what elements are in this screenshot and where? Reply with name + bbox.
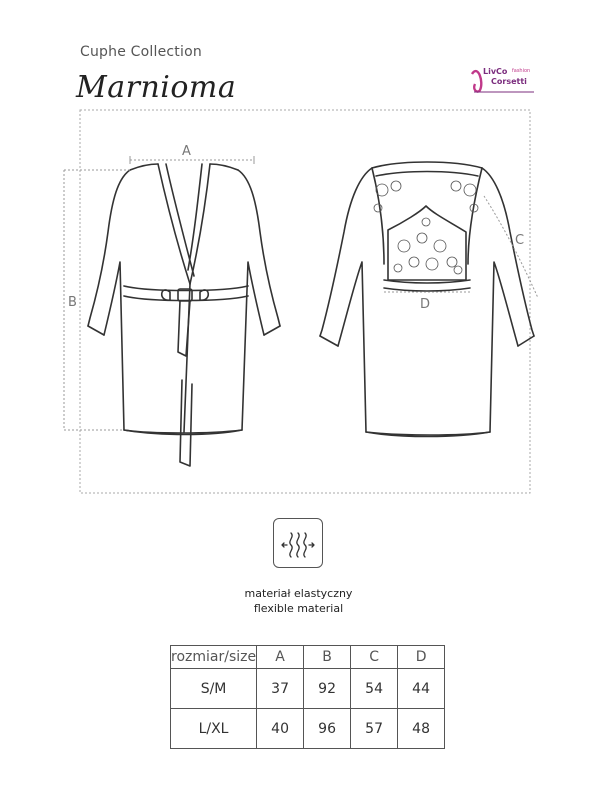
brand-tagline: fashion — [512, 68, 531, 74]
feature-label-pl: materiał elastyczny — [244, 587, 353, 600]
dimension-a-label: A — [182, 144, 191, 159]
dimension-b-label: B — [68, 295, 77, 310]
size-value: 92 — [304, 669, 351, 709]
product-name: Marnioma — [76, 70, 237, 105]
lace-pattern — [374, 181, 478, 274]
size-label: L/XL — [171, 709, 257, 749]
feature-label-en: flexible material — [253, 602, 344, 615]
size-value: 54 — [351, 669, 398, 709]
robe-front — [88, 164, 280, 466]
size-value: 44 — [398, 669, 445, 709]
size-value: 96 — [304, 709, 351, 749]
size-value: 48 — [398, 709, 445, 749]
collection-name: Cuphe Collection — [80, 44, 202, 60]
feature-icon-box — [273, 518, 323, 568]
stretch-waves-icon — [274, 519, 322, 567]
size-value: 40 — [257, 709, 304, 749]
dimension-c-label: C — [515, 233, 525, 248]
dimension-d-label: D — [420, 297, 431, 312]
column-header-d: D — [398, 646, 445, 669]
dimension-a — [130, 156, 254, 164]
size-label: S/M — [171, 669, 257, 709]
size-table-corner: rozmiar/size — [171, 646, 257, 669]
brand-name-line1: LivCo — [483, 67, 508, 76]
table-row — [171, 709, 445, 749]
dimension-c — [484, 196, 538, 298]
brand-name-line2: Corsetti — [491, 77, 527, 86]
size-value: 57 — [351, 709, 398, 749]
size-table-header — [171, 646, 445, 669]
column-header-a: A — [257, 646, 304, 669]
size-table — [170, 645, 445, 749]
size-value: 37 — [257, 669, 304, 709]
table-row — [171, 669, 445, 709]
column-header-b: B — [304, 646, 351, 669]
column-header-c: C — [351, 646, 398, 669]
